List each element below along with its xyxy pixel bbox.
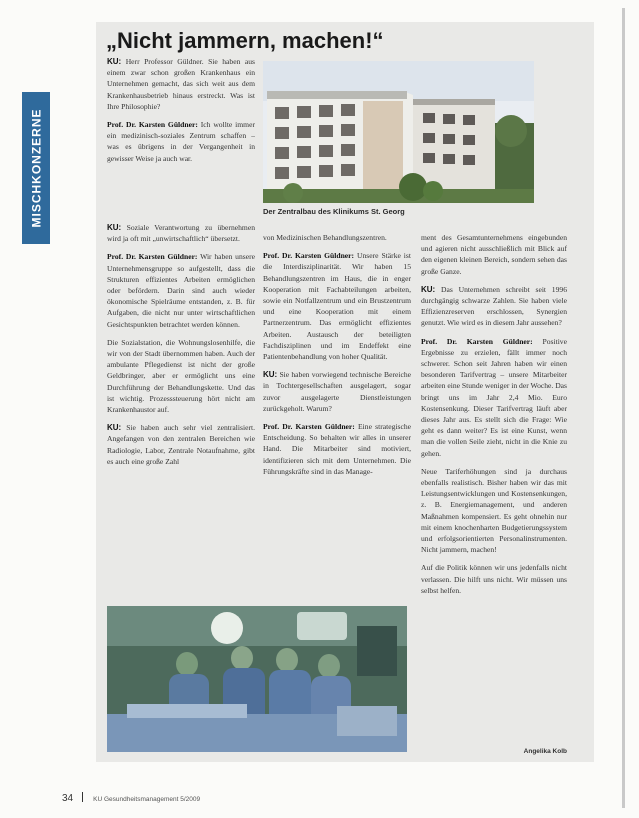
answer-3: Prof. Dr. Karsten Güldner: Unsere Stärke ist die Interdisziplinarität. Wir haben 15 Behandlungszentren im Haus, die in enger Kooperation mit Fachabteilungen arbeiten, sowie ein Notfallzentrum und ein Brustzentrum und eine Kooperation mit einem Partnerzentrum. Das ermöglicht effizientes Arbeiten. Austausch der beteiligten Fachdisziplinen und im Endeffekt eine Patientenbehandlung von hoher Qualität. xyxy=(263,251,411,362)
page-number: 34 xyxy=(62,793,74,804)
footer-divider xyxy=(82,792,83,802)
question-1: KU: Herr Professor Güldner. Sie haben aus einem zwar schon großen Krankenhaus ein Unternehmen gemacht, das sich weit aus dem Krankenhausbetrieb hinaus erstreckt. Was ist Ihre Philosophie? xyxy=(107,57,255,111)
column-2 xyxy=(263,232,411,600)
page-edge-shadow xyxy=(622,8,625,808)
answer-4: Prof. Dr. Karsten Güldner: Eine strategische Entscheidung. So behalten wir alles in unserer Hand. Die Mitarbeiter sind motiviert, identifizieren sich mit dem Unternehmen. Die Führungskräfte sind in das Manage- xyxy=(263,422,411,476)
photo-caption: Der Zentralbau des Klinikums St. Georg xyxy=(263,207,405,216)
column-1-bottom xyxy=(107,222,255,600)
question-3: KU: Sie haben auch sehr viel zentralisiert. Angefangen von den zentralen Bereichen wie Radiologie, Labor, Zentrale Notaufnahme, gibt es auch eine große Zahl xyxy=(107,423,255,466)
paragraph-3: ment des Gesamtunternehmens eingebunden und agieren nicht ausschließlich mit Blick auf den eigenen kleinen Bereich, sondern sehen das große Ganze. xyxy=(421,233,567,276)
page-footer xyxy=(62,792,200,804)
column-3 xyxy=(421,232,567,744)
question-4: KU: Sie haben vorwiegend technische Bereiche in Tochtergesellschaften ausgelagert, sogar zuvor ausgelagerte Dienstleistungen zurückgeholt. Warum? xyxy=(263,370,411,413)
question-2: KU: Soziale Verantwortung zu übernehmen wird ja oft mit „unwirtschaftlich“ übersetzt. xyxy=(107,223,255,244)
article-title: „Nicht jammern, machen!“ xyxy=(106,28,384,53)
question-5: KU: Das Unternehmen schreibt seit 1996 durchgängig schwarze Zahlen. Sie haben viele Effizienzreserven erschlossen, Synergien genutzt. Wie wird es in diesem Jahr aussehen? xyxy=(421,284,567,328)
answer-1: Prof. Dr. Karsten Güldner: Ich wollte immer ein medizinisch-soziales Zentrum schaffen – was es übrigens in der Vergangenheit in gewisser Weise ja auch war. xyxy=(107,120,255,163)
paragraph-4: Neue Tariferhöhungen sind ja durchaus ebenfalls realistisch. Bisher haben wir das mit Leistungsentwicklungen und Kostensenkungen, z. B. Energiemanagement, und anderen Maßnahmen kompensiert. Es geht ohnehin nur mit einem knochenharten Budgetierungssystem und erfolgsorientierten Personalinstrumenten. Nicht jammern, machen! xyxy=(421,466,567,555)
author-signature: Angelika Kolb xyxy=(523,748,567,755)
publication-name: KU Gesundheitsmanagement 5/2009 xyxy=(93,796,201,803)
paragraph-5: Auf die Politik können wir uns jedenfalls nicht verlassen. Die hilft uns nicht. Wir müssen uns selbst helfen. xyxy=(421,563,567,595)
answer-2: Prof. Dr. Karsten Güldner: Wir haben unsere Unternehmensgruppe so aufgestellt, dass die Strukturen effizientes Arbeiten ermöglichen oder befördern. Darin sind auch wieder ökonomische Spielräume entstanden, z. B. für Aufgaben, die nicht nur unter wirtschaftlichen Gesichtspunkten betrachtet werden können. xyxy=(107,252,255,329)
answer-5: Prof. Dr. Karsten Güldner: Positive Ergebnisse zu erzielen, fällt immer noch schwerer. Schon seit Jahren haben wir einen besonderen Tarifvertrag – unsere Mitarbeiter arbeiten eine Stunde weniger in der Woche. Das bringt uns im Jahr 2,4 Mio. Euro Kostensenkung. Dieser Tarifvertrag läuft aber dieses Jahr aus. Es stellt sich die Frage: Wie geht es dann weiter? Es ist eine Kunst, wenn man die vollen Seile zieht, nicht in die Knie zu gehen. xyxy=(421,336,567,458)
section-tab-label: MISCHKONZERNE xyxy=(29,108,44,228)
column-1-top xyxy=(107,56,255,218)
operating-room-photo xyxy=(107,606,407,752)
paragraph-1: Die Sozialstation, die Wohnungslosenhilfe, die wir von der Stadt übernommen haben. Auch der ambulante Pflegedienst ist nicht der große Geldbringer, aber er ermöglicht uns eine Durchführung der Behandlungskette. Und das ist wichtig. Prozesssteuerung hört nicht am Krankenhaustor auf. xyxy=(107,337,255,415)
paragraph-2: von Medizinischen Behandlungszentren. xyxy=(263,233,387,242)
clinic-building-photo xyxy=(263,61,534,203)
